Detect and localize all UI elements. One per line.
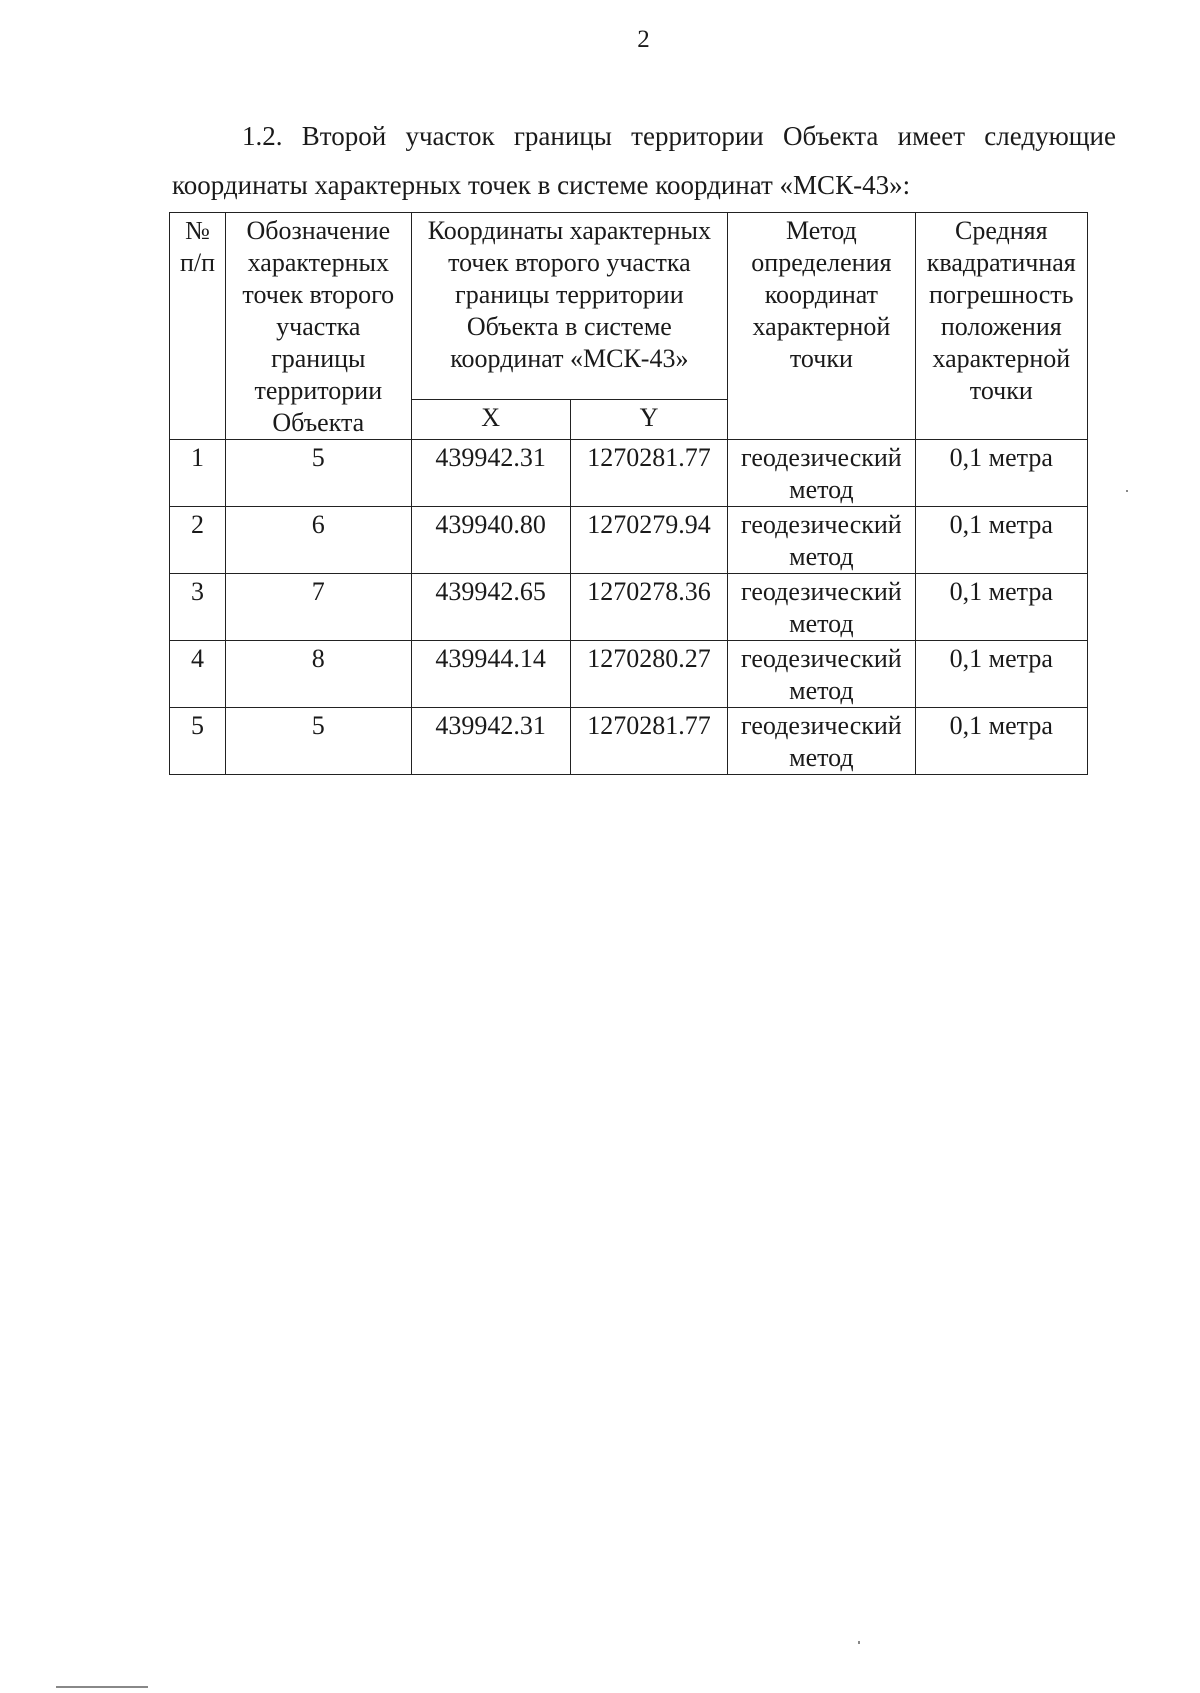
header-error: Средняя квадратичная погрешность положения характерной точки xyxy=(915,213,1087,440)
header-coordinates: Координаты характерных точек второго участка границы территории Объекта в системе координат «МСК-43» xyxy=(411,213,728,400)
cell-method: геодезический метод xyxy=(728,574,915,641)
cell-point: 8 xyxy=(226,641,411,708)
cell-x: 439940.80 xyxy=(411,507,570,574)
cell-point: 5 xyxy=(226,440,411,507)
table-header-row xyxy=(170,213,1088,400)
cell-y: 1270278.36 xyxy=(570,574,727,641)
scan-mark xyxy=(858,1641,860,1644)
table-row xyxy=(170,507,1088,574)
cell-num: 2 xyxy=(170,507,226,574)
cell-y: 1270280.27 xyxy=(570,641,727,708)
cell-method: геодезический метод xyxy=(728,708,915,775)
cell-num: 4 xyxy=(170,641,226,708)
section-paragraph-text: 1.2. Второй участок границы территории Объекта имеет следующие координаты характерных точек в системе координат «МСК-43»: xyxy=(172,121,1116,200)
scan-mark xyxy=(56,1686,148,1688)
cell-method: геодезический метод xyxy=(728,507,915,574)
cell-error: 0,1 метра xyxy=(915,708,1087,775)
cell-y: 1270279.94 xyxy=(570,507,727,574)
cell-point: 5 xyxy=(226,708,411,775)
table-row xyxy=(170,708,1088,775)
table-row xyxy=(170,641,1088,708)
cell-error: 0,1 метра xyxy=(915,641,1087,708)
header-designation: Обозначение характерных точек второго участка границы территории Объекта xyxy=(226,213,411,440)
cell-x: 439942.31 xyxy=(411,440,570,507)
header-method: Метод определения координат характерной точки xyxy=(728,213,915,440)
cell-y: 1270281.77 xyxy=(570,708,727,775)
cell-x: 439942.65 xyxy=(411,574,570,641)
scan-mark xyxy=(1126,490,1128,492)
coordinates-table xyxy=(169,212,1088,775)
cell-num: 1 xyxy=(170,440,226,507)
cell-x: 439944.14 xyxy=(411,641,570,708)
cell-error: 0,1 метра xyxy=(915,440,1087,507)
cell-point: 6 xyxy=(226,507,411,574)
header-x: X xyxy=(411,399,570,439)
cell-error: 0,1 метра xyxy=(915,574,1087,641)
header-y: Y xyxy=(570,399,727,439)
cell-method: геодезический метод xyxy=(728,641,915,708)
cell-method: геодезический метод xyxy=(728,440,915,507)
cell-y: 1270281.77 xyxy=(570,440,727,507)
table-row xyxy=(170,440,1088,507)
header-num: № п/п xyxy=(170,213,226,440)
table-row xyxy=(170,574,1088,641)
cell-num: 3 xyxy=(170,574,226,641)
cell-error: 0,1 метра xyxy=(915,507,1087,574)
cell-num: 5 xyxy=(170,708,226,775)
cell-point: 7 xyxy=(226,574,411,641)
section-paragraph xyxy=(172,112,1116,210)
cell-x: 439942.31 xyxy=(411,708,570,775)
page-number: 2 xyxy=(637,26,650,53)
